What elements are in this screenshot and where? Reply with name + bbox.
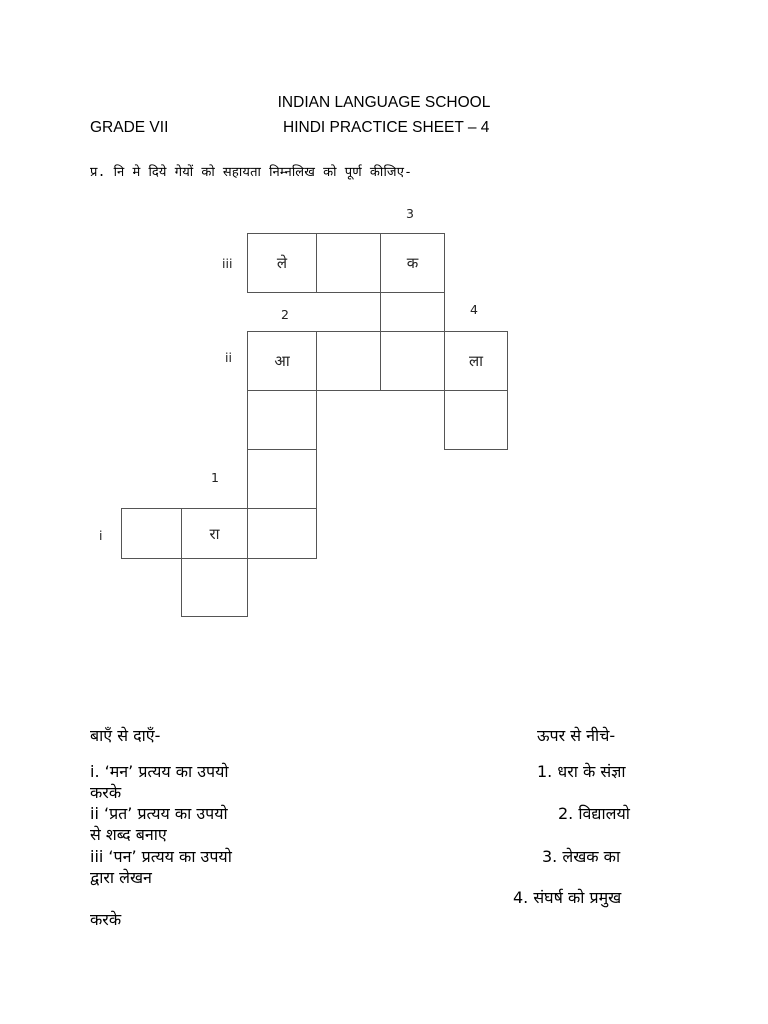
across-clue-line: iii ‘पन’ प्रत्यय का उपयो — [90, 847, 232, 866]
across-clue-line: से शब्द बनाए — [90, 825, 167, 844]
across-clue-line: द्वारा लेखन — [90, 868, 152, 887]
crossword-cell[interactable] — [316, 331, 381, 391]
crossword-cell[interactable]: ला — [444, 331, 508, 391]
col-label-1: 1 — [211, 470, 219, 485]
crossword-cell[interactable] — [247, 508, 317, 559]
down-clue: 2. विद्यालयो — [558, 804, 630, 823]
down-clue: 3. लेखक का — [542, 847, 621, 866]
clue-continuation: करके — [90, 910, 122, 929]
col-label-4: 4 — [470, 302, 478, 317]
crossword-cell[interactable]: क — [380, 233, 445, 293]
crossword-cell[interactable]: रा — [181, 508, 248, 559]
col-label-2: 2 — [281, 307, 289, 322]
crossword-cell[interactable] — [247, 390, 317, 450]
crossword-cell[interactable] — [444, 390, 508, 450]
crossword-cell[interactable] — [380, 292, 445, 332]
crossword-cell[interactable] — [247, 449, 317, 509]
down-clue: 4. संघर्ष को प्रमुख — [513, 888, 622, 907]
across-title: बाएँ से दाएँ- — [90, 726, 161, 745]
crossword-cell[interactable] — [121, 508, 182, 559]
crossword-cell[interactable]: आ — [247, 331, 317, 391]
row-label-i: i — [99, 528, 103, 543]
sheet-title: HINDI PRACTICE SHEET – 4 — [283, 119, 490, 136]
down-clue: 1. धरा के संज्ञा — [537, 762, 626, 781]
crossword-cell[interactable]: ले — [247, 233, 317, 293]
col-label-3: 3 — [406, 206, 414, 221]
grade-label: GRADE VII — [90, 119, 169, 136]
crossword-cell[interactable] — [316, 233, 381, 293]
row-label-iii: iii — [222, 256, 233, 271]
school-name: INDIAN LANGUAGE SCHOOL — [277, 94, 491, 111]
crossword-cell[interactable] — [181, 558, 248, 617]
down-title: ऊपर से नीचे- — [537, 726, 616, 745]
crossword-cell[interactable] — [380, 331, 445, 391]
across-clue-line: ii ‘प्रत’ प्रत्यय का उपयो — [90, 804, 228, 823]
row-label-ii: ii — [225, 350, 232, 365]
question-text: प्र. नि मे दिये गेयों को सहायता निम्नलिख को पूर्ण कीजिए- — [90, 165, 413, 180]
across-clue-line: करके — [90, 783, 122, 802]
across-clue-line: i. ‘मन’ प्रत्यय का उपयो — [90, 762, 229, 781]
